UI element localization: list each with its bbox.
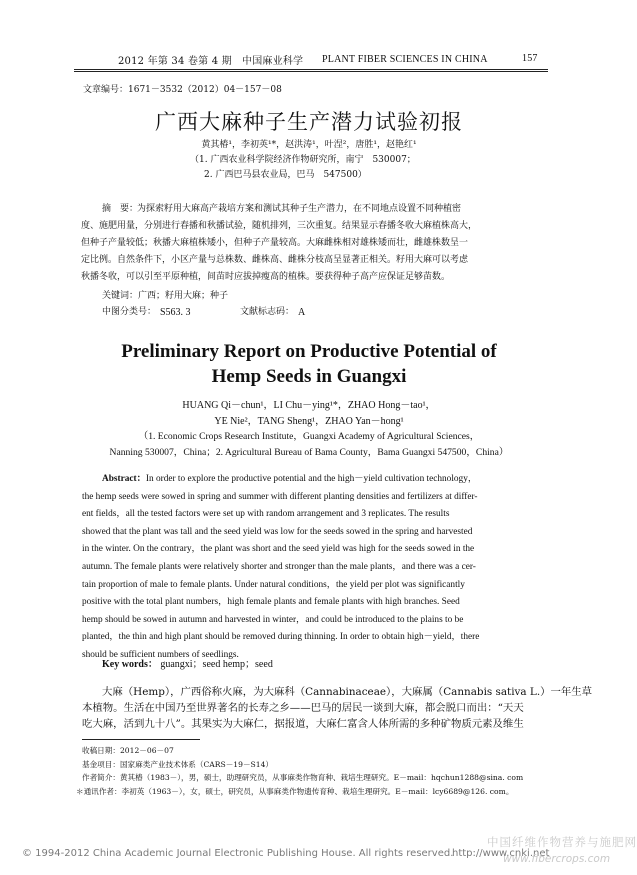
affiliation-en-line2: Nanning 530007，China；2. Agricultural Bureau of Bama County，Bama Guangxi 547500，China） <box>109 447 509 458</box>
body-cn <box>82 684 593 732</box>
keywords-en-label: Key words： <box>102 659 158 670</box>
title-en-line2: Hemp Seeds in Guangxi <box>211 366 407 387</box>
footnotes <box>76 744 524 798</box>
body-cn-line: 大麻（Hemp），广西俗称火麻，为大麻科（Cannabinaceae），大麻属（Cannabis sativa L.）一年生草 <box>102 686 593 698</box>
abstract-en-line: in the winter. On the contrary，the plant was short and the seed yield was high for the seeds sowed in the <box>82 544 475 555</box>
clc-value: S563. 3 <box>160 307 191 318</box>
abstract-en-line: hemp should be sowed in autumn and harvested in winter，and could be introduced to the plains to be <box>82 614 464 625</box>
doc-code-label: 文献标志码： <box>240 307 295 317</box>
authors-en-line2: YE Nie²，TANG Sheng¹，ZHAO Yan－hong¹ <box>214 416 404 427</box>
running-header-left: 2012 年第 34 卷第 4 期 中国麻业科学 <box>118 56 304 67</box>
running-header-journal: PLANT FIBER SCIENCES IN CHINA <box>322 54 488 65</box>
watermark-cn: 中国纤维作物营养与施肥网 <box>487 835 637 849</box>
authors-en-line1: HUANG Qi－chun¹，LI Chu－ying¹*，ZHAO Hong－tao¹， <box>182 400 436 411</box>
abstract-cn <box>81 202 547 284</box>
page-number: 157 <box>522 53 538 64</box>
abstract-cn-line: 度、施肥用量，分别进行春播和秋播试验，随机排列，三次重复。结果显示春播冬收大麻植株高大， <box>81 221 478 231</box>
doc-code-value: A <box>298 307 306 318</box>
abstract-en-line: tain proportion of male to female plants. Under natural conditions，the yield per plot was significantly <box>82 579 465 590</box>
footnote-corresponding: ＊通讯作者：李初英（1963－），女，硕士，研究员，从事麻类作物遗传育种、栽培生理研究。E－mail：lcy6689@126. com。 <box>76 786 514 796</box>
article-id: 文章编号：1671－3532（2012）04－157－08 <box>83 85 282 95</box>
header-rule <box>74 69 548 70</box>
abstract-cn-label: 摘 要： <box>102 204 139 214</box>
abstract-en-line: the hemp seeds were sowed in spring and summer with different planting densities and fertilizers at differ- <box>82 491 478 502</box>
body-cn-line: 吃大麻，活到九十八”。其果实为大麻仁，据报道，大麻仁富含人体所需的多种矿物质元素及维生 <box>82 718 524 730</box>
affiliation-en-line1: （1. Economic Crops Research Institute，Guangxi Academy of Agricultural Sciences， <box>138 431 480 442</box>
abstract-en-line: planted，the thin and high plant should be removed during thinning. In order to obtain high－yield，there <box>82 632 480 643</box>
keywords-en-value: guangxi；seed hemp；seed <box>160 659 273 670</box>
abstract-cn-line: 秋播冬收，可以引至平原种植，间苗时应拔掉瘦高的植株。要获得种子高产应保证足够苗数。 <box>81 272 451 282</box>
copyright-notice: © 1994-2012 China Academic Journal Electronic Publishing House. All rights reserved. <box>22 848 454 859</box>
abstract-cn-line: 定比例。自然条件下，小区产量与总株数、雌株高、雌株分枝高呈显著正相关。籽用大麻可以考虑 <box>81 255 469 265</box>
title-cn: 广西大麻种子生产潜力试验初报 <box>155 110 463 134</box>
abstract-en <box>82 472 548 662</box>
watermark-url: www.fibercrops.com <box>503 853 611 865</box>
keywords-cn: 关键词：广西；籽用大麻；种子 <box>102 291 229 301</box>
header-rule-thin <box>74 71 548 72</box>
footnote-fund: 基金项目：国家麻类产业技术体系（CARS－19－S14） <box>82 759 274 769</box>
authors-cn: 黄其椿¹，李初英¹*，赵洪涛¹，叶涅²，唐胜¹，赵艳红¹ <box>201 140 417 150</box>
abstract-en-line: In order to explore the productive potential and the high－yield cultivation technology， <box>145 474 478 484</box>
clc-label: 中图分类号： <box>102 307 157 317</box>
copyright-url[interactable]: http://www.cnki.net <box>452 848 550 859</box>
footnote-received: 收稿日期：2012－06－07 <box>82 746 174 755</box>
abstract-cn-line: 为探索籽用大麻高产栽培方案和测试其种子生产潜力，在不同地点设置不同种植密 <box>137 204 462 214</box>
abstract-en-label: Abstract： <box>102 474 146 484</box>
abstract-en-line-first <box>82 472 548 486</box>
abstract-en-line: ent fields，all the tested factors were set up with random arrangement and 3 replicates. The results <box>82 509 450 520</box>
abstract-cn-line: 但种子产量较低；秋播大麻植株矮小，但种子产量较高。大麻雌株相对雄株矮而壮，雌雄株数呈一 <box>81 238 469 248</box>
footnote-author: 作者简介：黄其椿（1983－），男，硕士，助理研究员，从事麻类作物育种、栽培生理研究。E－mail：hqchun1288@sina. com <box>82 773 524 782</box>
title-en-line1: Preliminary Report on Productive Potential of <box>121 341 497 362</box>
abstract-en-line: positive with the total plant numbers，high female plants and female plants with high branches. Seed <box>82 597 460 608</box>
keywords-en <box>102 655 273 670</box>
affiliation-cn-2: 2. 广西巴马县农业局，巴马 547500） <box>204 170 367 180</box>
abstract-en-line: showed that the plant was tall and the seed yield was low for the seeds sowed in the spring and harvested <box>82 526 473 537</box>
body-cn-line: 本植物。生活在中国乃至世界著名的长寿之乡——巴马的居民一谈到大麻，都会脱口而出：“天天 <box>82 702 524 714</box>
affiliation-cn-1: （1. 广西农业科学院经济作物研究所，南宁 530007； <box>190 155 416 165</box>
abstract-en-line: should be sufficient numbers of seedlings. <box>82 649 239 660</box>
footnote-rule <box>82 739 200 740</box>
abstract-en-line: autumn. The female plants were relatively shorter and stronger than the male plants，and there was a cer- <box>82 561 476 572</box>
